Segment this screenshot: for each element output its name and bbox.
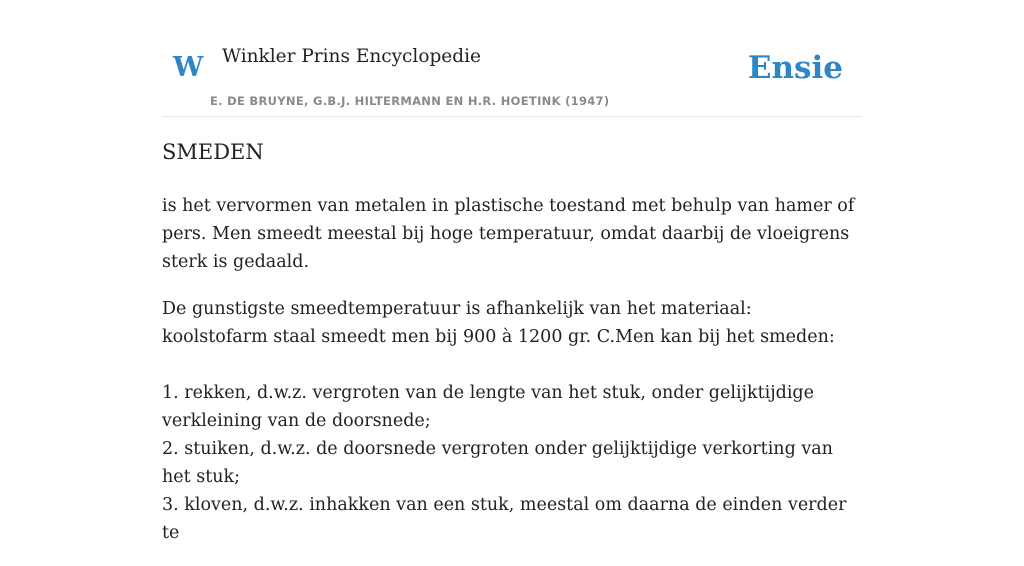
publication-title[interactable]: Winkler Prins Encyclopedie bbox=[222, 46, 481, 67]
article-paragraph: De gunstigste smeedtemperatuur is afhankelijk van het materiaal: koolstofarm staal smeedt men bij 900 à 1200 gr. C.Men kan bij het smeden: 1. rekken, d.w.z. vergroten van de lengte van het stuk, onder gelijktijdige verkleining van de doorsnede; 2. stuiken, d.w.z. de doorsnede vergroten onder gelijktijdige verkorting van het stuk; 3. kloven, d.w.z. inhakken van een stuk, meestal om daarna de einden verder te bbox=[162, 299, 847, 543]
winkler-prins-logo-icon[interactable]: W bbox=[173, 52, 204, 83]
article-body bbox=[162, 192, 862, 566]
header bbox=[162, 40, 862, 117]
article-title: SMEDEN bbox=[162, 140, 264, 164]
publication-authors: E. DE BRUYNE, G.B.J. HILTERMANN EN H.R. HOETINK (1947) bbox=[210, 94, 610, 108]
ensie-brand-logo[interactable]: Ensie bbox=[747, 50, 843, 86]
article-paragraph: is het vervormen van metalen in plastische toestand met behulp van hamer of pers. Men smeedt meestal bij hoge temperatuur, omdat daarbij de vloeigrens sterk is gedaald. bbox=[162, 196, 855, 272]
